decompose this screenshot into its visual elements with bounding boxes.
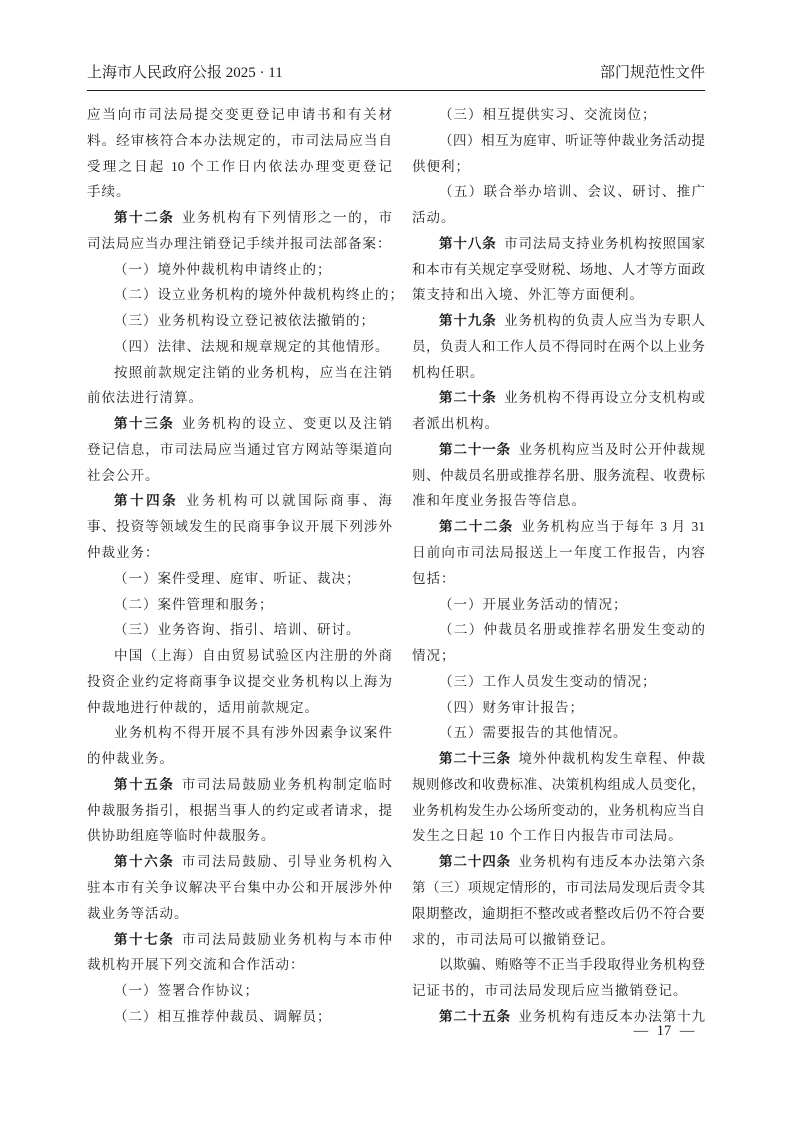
article-line: 第十七条 市司法局鼓励业务机构与本市仲 <box>114 931 393 947</box>
text-line: 则、仲裁员名册或推荐名册、服务流程、收费标 <box>412 467 705 483</box>
article-number: 第十九条 <box>439 313 497 329</box>
text-line: 情况； <box>412 648 456 664</box>
text-line: 按照前款规定注销的业务机构，应当在注销 <box>114 364 392 380</box>
page-header <box>87 63 705 83</box>
text-line: 机构任职。 <box>412 364 485 380</box>
text-line: 包括： <box>412 570 456 586</box>
text-column-right <box>412 102 705 1030</box>
gazette-title: 上海市人民政府公报 2025 · 11 <box>87 65 283 81</box>
text-line: 求的，市司法局可以撤销登记。 <box>412 931 615 947</box>
text-line: 仲裁业务： <box>87 545 160 561</box>
text-line: 裁业务等活动。 <box>87 905 189 921</box>
text-line: 以欺骗、贿赂等不正当手段取得业务机构登 <box>439 957 705 973</box>
text-line: 第（三）项规定情形的，市司法局发现后责令其 <box>412 879 705 895</box>
text-line: （一）开展业务活动的情况； <box>439 596 628 612</box>
article-number: 第二十一条 <box>439 441 512 457</box>
text-line: （三）工作人员发生变动的情况； <box>439 673 657 689</box>
article-number: 第二十条 <box>439 390 497 406</box>
text-line: （三）业务咨询、指引、培训、研讨。 <box>114 622 361 638</box>
text-line: （四）相互为庭审、听证等仲裁业务活动提 <box>439 132 705 148</box>
text-line: 司法局应当办理注销登记手续并报司法部备案： <box>87 235 392 251</box>
article-number: 第十八条 <box>439 235 497 251</box>
article-line: 第十五条 市司法局鼓励业务机构制定临时 <box>114 776 393 792</box>
text-line: 的仲裁业务。 <box>87 751 174 767</box>
text-line: 者派出机构。 <box>412 416 499 432</box>
page-number: — 17 — <box>633 1023 695 1039</box>
text-line: 投资企业约定将商事争议提交业务机构以上海为 <box>87 673 392 689</box>
text-line: 裁机构开展下列交流和合作活动： <box>87 957 305 973</box>
text-line: 和本市有关规定享受财税、场地、人才等方面政 <box>412 261 705 277</box>
text-line: 登记信息，市司法局应当通过官方网站等渠道向 <box>87 441 392 457</box>
section-label: 部门规范性文件 <box>599 65 705 81</box>
text-line: 手续。 <box>87 184 131 200</box>
text-line: 受理之日起 10 个工作日内依法办理变更登记 <box>87 158 392 174</box>
text-line: 前依法进行清算。 <box>87 390 203 406</box>
article-line: 第十九条 业务机构的负责人应当为专职人 <box>439 313 706 329</box>
text-line: （二）相互推荐仲裁员、调解员； <box>114 1008 332 1024</box>
article-number: 第十六条 <box>114 854 175 870</box>
article-line: 第二十二条 业务机构应当于每年 3 月 31 <box>439 519 706 535</box>
text-line: 供便利； <box>412 158 470 174</box>
text-line: （二）仲裁员名册或推荐名册发生变动的 <box>439 622 705 638</box>
text-line: 业务机构不得开展不具有涉外因素争议案件 <box>114 725 392 741</box>
text-line: 策支持和出入境、外汇等方面便利。 <box>412 287 644 303</box>
text-line: 料。经审核符合本办法规定的，市司法局应当自 <box>87 132 392 148</box>
text-line: 社会公开。 <box>87 467 160 483</box>
text-line: 记证书的，市司法局发现后应当撤销登记。 <box>412 983 688 999</box>
text-line: 业务机构发生办公场所变动的，业务机构应当自 <box>412 802 705 818</box>
article-number: 第二十二条 <box>439 519 514 535</box>
text-line: 日前向市司法局报送上一年度工作报告，内容 <box>412 545 705 561</box>
text-column-left <box>87 102 404 1030</box>
article-line: 第十三条 业务机构的设立、变更以及注销 <box>114 416 393 432</box>
article-line: 第十八条 市司法局支持业务机构按照国家 <box>439 235 706 251</box>
text-line: 活动。 <box>412 210 456 226</box>
text-line: （一）境外仲裁机构申请终止的； <box>114 261 332 277</box>
text-line: （一）签署合作协议； <box>114 983 259 999</box>
article-number: 第十四条 <box>114 493 179 509</box>
text-line: 应当向市司法局提交变更登记申请书和有关材 <box>87 107 392 122</box>
article-line: 第二十四条 业务机构有违反本办法第六条 <box>439 854 706 870</box>
text-line: 驻本市有关争议解决平台集中办公和开展涉外仲 <box>87 879 392 895</box>
article-number: 第二十五条 <box>439 1008 512 1024</box>
text-line: 中国（上海）自由贸易试验区内注册的外商 <box>114 648 392 664</box>
text-line: （五）需要报告的其他情况。 <box>439 725 628 741</box>
article-line: 第十六条 市司法局鼓励、引导业务机构入 <box>114 854 393 870</box>
text-line: 规则修改和收费标准、决策机构组成人员变化， <box>412 776 705 792</box>
text-line: 事、投资等领域发生的民商事争议开展下列涉外 <box>87 519 392 535</box>
article-number: 第二十三条 <box>439 751 512 767</box>
text-line: （二）设立业务机构的境外仲裁机构终止的； <box>114 287 404 303</box>
article-number: 第十三条 <box>114 416 175 432</box>
text-line: （三）业务机构设立登记被依法撤销的； <box>114 313 375 329</box>
article-line: 第十二条 业务机构有下列情形之一的，市 <box>114 210 393 226</box>
article-number: 第十二条 <box>114 210 175 226</box>
article-line: 第十四条 业务机构可以就国际商事、海 <box>114 493 393 509</box>
article-line: 第二十五条 业务机构有违反本办法第十九 <box>439 1008 706 1024</box>
article-number: 第十七条 <box>114 931 175 947</box>
text-line: （四）法律、法规和规章规定的其他情形。 <box>114 338 390 354</box>
article-number: 第十五条 <box>114 776 175 792</box>
text-line: （二）案件管理和服务； <box>114 596 274 612</box>
article-line: 第二十条 业务机构不得再设立分支机构或 <box>439 390 706 406</box>
text-line: （三）相互提供实习、交流岗位； <box>439 107 657 122</box>
text-line: 限期整改，逾期拒不整改或者整改后仍不符合要 <box>412 905 705 921</box>
text-line: （一）案件受理、庭审、听证、裁决； <box>114 570 361 586</box>
text-line: （五）联合举办培训、会议、研讨、推广 <box>439 184 705 200</box>
article-line: 第二十三条 境外仲裁机构发生章程、仲裁 <box>439 751 706 767</box>
text-line: 供协助组庭等临时仲裁服务。 <box>87 828 276 844</box>
header-rule <box>87 90 705 91</box>
article-number: 第二十四条 <box>439 854 512 870</box>
text-line: 仲裁地进行仲裁的，适用前款规定。 <box>87 699 319 715</box>
article-line: 第二十一条 业务机构应当及时公开仲裁规 <box>439 441 706 457</box>
text-line: 员，负责人和工作人员不得同时在两个以上业务 <box>412 338 705 354</box>
text-line: （四）财务审计报告； <box>439 699 584 715</box>
text-line: 准和年度业务报告等信息。 <box>412 493 586 509</box>
text-line: 仲裁服务指引，根据当事人的约定或者请求，提 <box>87 802 392 818</box>
text-line: 发生之日起 10 个工作日内报告市司法局。 <box>412 828 683 844</box>
